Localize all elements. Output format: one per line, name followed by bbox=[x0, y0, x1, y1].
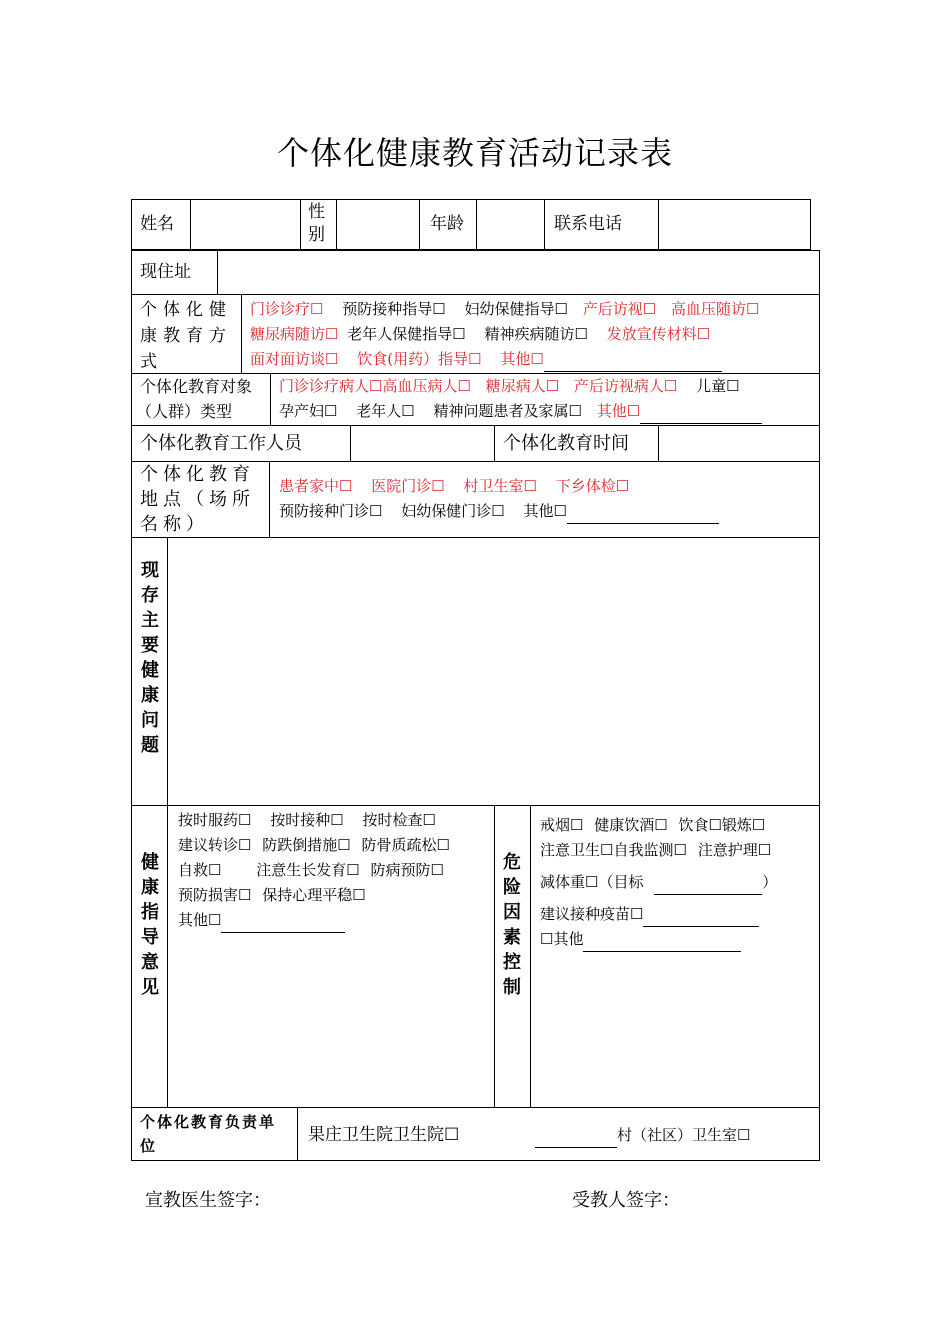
option-maternal-child-guidance[interactable]: 妇幼保健指导☐ bbox=[464, 300, 568, 318]
place-label: 个体化教育地点（场所名称） bbox=[140, 464, 255, 535]
risk-line-4 bbox=[540, 902, 759, 927]
guide-mental-stability[interactable]: 保持心理平稳☐ bbox=[262, 886, 366, 904]
unit-village-input[interactable] bbox=[535, 1129, 617, 1148]
guide-disease-prevention[interactable]: 防病预防☐ bbox=[370, 861, 444, 879]
guide-vaccination[interactable]: 按时接种☐ bbox=[270, 811, 344, 829]
address-field[interactable] bbox=[219, 252, 817, 292]
guidance-label: 健康指导意见 bbox=[141, 852, 159, 998]
method-options-line-1 bbox=[250, 297, 759, 322]
guide-other-input[interactable] bbox=[221, 914, 345, 933]
unit-option-village[interactable]: 村（社区）卫生室☐ bbox=[617, 1126, 751, 1144]
risk-label: 危险因素控制 bbox=[503, 852, 521, 998]
place-hospital[interactable]: 医院门诊☐ bbox=[371, 477, 445, 495]
method-options-line-3 bbox=[250, 347, 722, 372]
risk-vaccine-input[interactable] bbox=[643, 908, 759, 927]
time-label: 个体化教育时间 bbox=[503, 433, 629, 454]
risk-weight-loss[interactable]: 减体重☐（目标 bbox=[540, 873, 644, 891]
staff-field[interactable] bbox=[352, 427, 492, 459]
risk-line-2 bbox=[540, 838, 771, 863]
option-diabetes-followup[interactable]: 糖尿病随访☐ bbox=[250, 325, 339, 343]
name-label: 姓名 bbox=[140, 214, 174, 234]
method-label: 个体化健康教育方式 bbox=[140, 300, 232, 372]
age-label: 年龄 bbox=[430, 214, 464, 234]
risk-other[interactable]: ☐其他 bbox=[540, 930, 584, 948]
place-options-line-2 bbox=[279, 499, 719, 524]
target-label-1: 个体化教育对象 bbox=[140, 377, 253, 396]
risk-healthy-drinking[interactable]: 健康饮酒☐ bbox=[594, 816, 668, 834]
option-mental-followup[interactable]: 精神疾病随访☐ bbox=[484, 325, 588, 343]
option-diet-guidance[interactable]: 饮食(用药）指导☐ bbox=[357, 350, 482, 368]
place-other-input[interactable] bbox=[567, 505, 719, 524]
option-outpatient[interactable]: 门诊诊疗☐ bbox=[250, 300, 324, 318]
unit-option-township[interactable]: 果庄卫生院卫生院☐ bbox=[308, 1125, 460, 1145]
risk-weight-close: ） bbox=[762, 873, 778, 891]
option-vaccination-guidance[interactable]: 预防接种指导☐ bbox=[342, 300, 446, 318]
place-home[interactable]: 患者家中☐ bbox=[279, 477, 353, 495]
recipient-signature-label: 受教人签字： bbox=[572, 1190, 680, 1211]
doctor-signature-label: 宣教医生签字： bbox=[145, 1190, 271, 1211]
risk-line-5 bbox=[540, 927, 741, 952]
target-options-line-1 bbox=[279, 374, 740, 399]
target-label-2: （人群）类型 bbox=[136, 402, 233, 421]
risk-other-input[interactable] bbox=[583, 933, 741, 952]
option-hypertension-followup[interactable]: 高血压随访☐ bbox=[670, 300, 760, 318]
place-maternal-clinic[interactable]: 妇幼保健门诊☐ bbox=[401, 502, 505, 520]
target-postpartum[interactable]: 产后访视病人☐ bbox=[573, 377, 678, 395]
guidance-line-3 bbox=[178, 858, 444, 883]
unit-option-village-line bbox=[535, 1123, 750, 1148]
place-vaccination-clinic[interactable]: 预防接种门诊☐ bbox=[279, 502, 383, 520]
method-options-line-2 bbox=[250, 322, 710, 347]
guidance-line-4 bbox=[178, 883, 366, 908]
time-field[interactable] bbox=[660, 427, 817, 459]
option-materials[interactable]: 发放宣传材料☐ bbox=[606, 325, 711, 343]
address-label: 现住址 bbox=[140, 262, 191, 282]
gender-label: 性 别 bbox=[308, 202, 325, 245]
guide-injury-prevention[interactable]: 预防损害☐ bbox=[178, 886, 252, 904]
risk-vaccine[interactable]: 建议接种疫苗☐ bbox=[540, 905, 644, 923]
problems-field[interactable] bbox=[169, 539, 817, 803]
method-other-input[interactable] bbox=[544, 353, 722, 372]
guide-other[interactable]: 其他☐ bbox=[178, 911, 222, 929]
target-mental[interactable]: 精神问题患者及家属☐ bbox=[433, 402, 582, 420]
place-village-clinic[interactable]: 村卫生室☐ bbox=[463, 477, 537, 495]
risk-quit-smoking[interactable]: 戒烟☐ bbox=[540, 816, 584, 834]
target-elderly[interactable]: 老年人☐ bbox=[356, 402, 415, 420]
guide-osteoporosis[interactable]: 防骨质疏松☐ bbox=[361, 836, 450, 854]
target-outpatient[interactable]: 门诊诊疗病人☐ bbox=[279, 377, 383, 395]
risk-nursing[interactable]: 注意护理☐ bbox=[697, 841, 772, 859]
guidance-line-2 bbox=[178, 833, 450, 858]
risk-diet[interactable]: 饮食☐ bbox=[678, 816, 722, 834]
guide-self-rescue[interactable]: 自救☐ bbox=[178, 861, 222, 879]
risk-line-1 bbox=[540, 813, 765, 838]
target-hypertension[interactable]: 高血压病人☐ bbox=[382, 377, 471, 395]
guide-growth[interactable]: 注意生长发育☐ bbox=[256, 861, 360, 879]
guide-fall-prevention[interactable]: 防跌倒措施☐ bbox=[262, 836, 351, 854]
name-field[interactable] bbox=[192, 201, 298, 248]
phone-label: 联系电话 bbox=[554, 214, 622, 234]
option-method-other[interactable]: 其他☐ bbox=[500, 350, 544, 368]
risk-self-monitoring[interactable]: 自我监测☐ bbox=[613, 841, 687, 859]
page-title: 个体化健康教育活动记录表 bbox=[276, 134, 673, 172]
guidance-line-5 bbox=[178, 908, 345, 933]
place-rural-checkup[interactable]: 下乡体检☐ bbox=[555, 477, 630, 495]
place-options-line-1 bbox=[279, 474, 629, 499]
target-diabetes[interactable]: 糖尿病人☐ bbox=[485, 377, 560, 395]
guidance-line-1 bbox=[178, 808, 436, 833]
guide-medication[interactable]: 按时服药☐ bbox=[178, 811, 252, 829]
target-other[interactable]: 其他☐ bbox=[596, 402, 641, 420]
target-other-input[interactable] bbox=[640, 405, 762, 424]
option-postpartum-visit[interactable]: 产后访视☐ bbox=[582, 300, 657, 318]
option-interview[interactable]: 面对面访谈☐ bbox=[250, 350, 339, 368]
unit-label: 个体化教育负责单位 bbox=[140, 1113, 277, 1155]
risk-line-3 bbox=[540, 870, 777, 895]
target-pregnant[interactable]: 孕产妇☐ bbox=[279, 402, 338, 420]
staff-label: 个体化教育工作人员 bbox=[140, 433, 302, 454]
place-other[interactable]: 其他☐ bbox=[523, 502, 567, 520]
target-options-line-2 bbox=[279, 399, 762, 424]
risk-hygiene[interactable]: 注意卫生☐ bbox=[540, 841, 614, 859]
option-elderly-guidance[interactable]: 老年人保健指导☐ bbox=[347, 325, 466, 343]
gender-field[interactable] bbox=[338, 201, 417, 248]
guide-referral[interactable]: 建议转诊☐ bbox=[178, 836, 252, 854]
target-children[interactable]: 儿童☐ bbox=[696, 377, 740, 395]
phone-field[interactable] bbox=[660, 201, 808, 248]
age-field[interactable] bbox=[478, 201, 542, 248]
risk-exercise[interactable]: 锻炼☐ bbox=[721, 816, 766, 834]
risk-weight-target-input[interactable] bbox=[654, 876, 762, 895]
guide-checkup[interactable]: 按时检查☐ bbox=[362, 811, 436, 829]
problems-label: 现存主要健康问题 bbox=[141, 560, 159, 756]
